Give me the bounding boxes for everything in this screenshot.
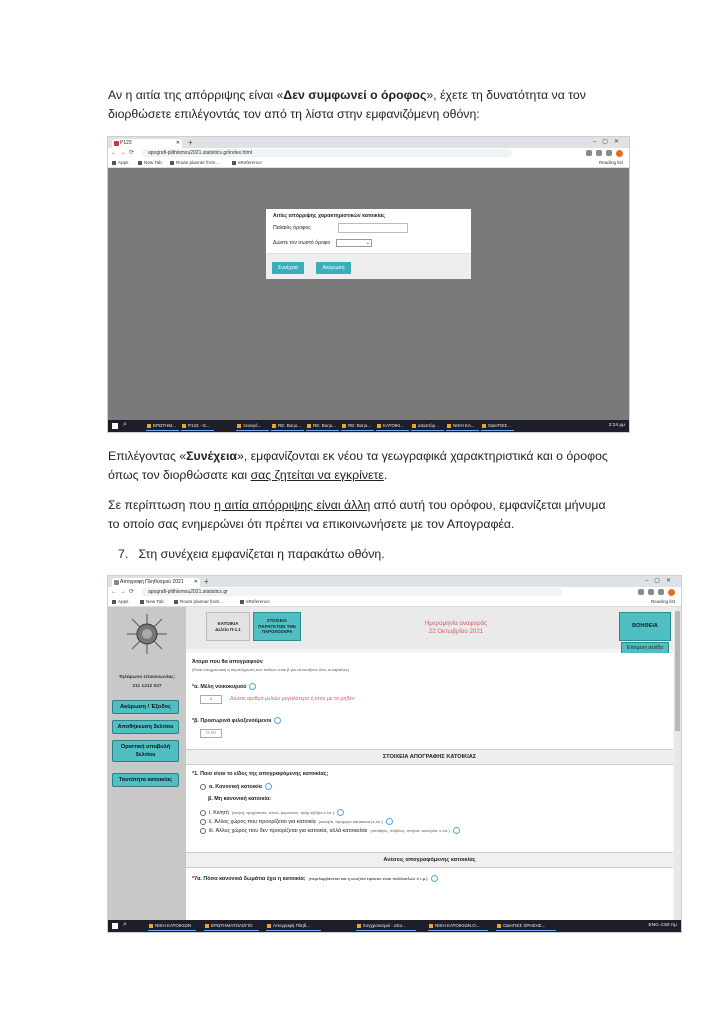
- para3-underlined: η αιτία απόρριψης είναι άλλη: [214, 498, 371, 512]
- window-controls[interactable]: –▢✕: [644, 578, 677, 584]
- info-icon[interactable]: [386, 818, 393, 825]
- screenshot-reject-dialog: [107, 136, 630, 433]
- correct-floor-label: Δώστε τον σωστό όροφο: [273, 240, 331, 246]
- bookmark-item[interactable]: [232, 158, 262, 167]
- q7a-label: 7α. Πόσα κανονικά δωμάτια έχει η κατοικία;: [194, 875, 306, 882]
- bookmark-label: New Tab: [144, 160, 162, 165]
- bookmark-label: Apps: [118, 599, 129, 604]
- q1-label: 1. Ποιο είναι το είδος της απογραφόμενης κατοικίας;: [194, 771, 329, 777]
- q1b-ii-note: (καλύβα, πρόχειρο κατασκευή κ.λπ.): [318, 818, 383, 824]
- guests-input[interactable]: 0-10: [200, 729, 222, 738]
- taskbar-item[interactable]: ΝΙΚΗ ΚΑ...: [446, 421, 479, 431]
- guests-question: *β. Προσωρινά φιλοξενούμενοι: [192, 717, 281, 724]
- info-icon[interactable]: [249, 683, 256, 690]
- browser-tab-bar: [108, 137, 629, 148]
- old-floor-input[interactable]: [338, 223, 408, 233]
- bookmark-item[interactable]: [138, 158, 162, 167]
- census-page: [108, 607, 681, 920]
- bookmark-item[interactable]: [240, 597, 270, 606]
- extension-icon[interactable]: [638, 589, 644, 595]
- app-icon: [357, 924, 361, 928]
- taskbar-item[interactable]: Απογραφή Πληθ...: [266, 921, 321, 931]
- browser-tab-bar: [108, 576, 681, 587]
- extension-icons: [638, 588, 675, 596]
- modal-overlay: [108, 168, 629, 420]
- radio-button[interactable]: [200, 819, 206, 825]
- bookmark-icon: [232, 161, 236, 165]
- q1b-i-option[interactable]: [200, 809, 344, 816]
- members-input[interactable]: 1: [200, 695, 222, 704]
- bookmark-item[interactable]: [112, 597, 128, 606]
- app-icon: [147, 424, 151, 428]
- taskbar-item[interactable]: ΟΔΗΓΙΕΣ...: [481, 421, 514, 431]
- taskbar-item[interactable]: RE: Βοηο...: [271, 421, 304, 431]
- tab-title: P123: [120, 140, 132, 146]
- old-floor-label: Παλαιός όροφος: [273, 225, 311, 231]
- taskbar-item[interactable]: ΝΙΚΗ ΚΑΤΟΙΚΙΩΝ: [148, 921, 196, 931]
- members-question: *α. Μέλη νοικοκυριού: [192, 683, 256, 690]
- q7a-note: (περιλαμβάνεται και η κουζίνα εφόσον είναι πολλαπλών 4 τ.μ.): [308, 875, 428, 881]
- app-icon: [149, 924, 153, 928]
- bookmark-item[interactable]: [170, 158, 219, 167]
- extension-icon[interactable]: [658, 589, 664, 595]
- app-icon: [412, 424, 416, 428]
- bookmarks-bar: [108, 158, 629, 168]
- bookmarks-bar: [108, 597, 681, 607]
- bookmark-item[interactable]: [112, 158, 128, 167]
- info-icon[interactable]: [265, 783, 272, 790]
- app-icon: [497, 924, 501, 928]
- q1b-iii-label: iii. Άλλος χώρος που δεν προορίζεται για κατοικία, αλλά κατοικείται: [209, 827, 368, 834]
- bookmark-label: Apps: [118, 160, 129, 165]
- extension-icon[interactable]: [606, 150, 612, 156]
- q1b-ii-option[interactable]: [200, 818, 393, 825]
- para2-underlined: σας ζητείται να εγκρίνετε: [250, 467, 384, 482]
- windows-taskbar: [108, 920, 681, 932]
- q1a-option[interactable]: [200, 783, 272, 790]
- extension-icon[interactable]: [586, 150, 592, 156]
- bookmark-label: New Tab: [146, 599, 164, 604]
- browser-tab[interactable]: [112, 578, 200, 587]
- taskbar-item[interactable]: αιτιαπόρ...: [411, 421, 444, 431]
- q1a-label: α. Κανονική κατοικία: [209, 783, 262, 790]
- main-content: [186, 607, 681, 920]
- members-error: Δώστε αριθμό μελών μεγαλύτερο ή ίσον με το μηδέν: [230, 696, 355, 702]
- nav-buttons-icon[interactable]: ←→⟳: [111, 589, 138, 595]
- reading-list[interactable]: Reading list: [650, 599, 675, 604]
- bookmark-label: eReference: [246, 599, 270, 604]
- bookmark-label: Route planner from...: [176, 160, 220, 165]
- extension-icons: [586, 149, 623, 157]
- other-reason-paragraph: [108, 496, 613, 533]
- info-icon[interactable]: [337, 809, 344, 816]
- nav-buttons-icon[interactable]: ←→⟳: [111, 150, 138, 156]
- q1b-i-label: i. Κινητή: [209, 809, 229, 816]
- phone-number: 211 1212 027: [132, 684, 162, 689]
- cancel-button[interactable]: Ακύρωση: [316, 262, 351, 274]
- para2-lead: Επιλέγοντας «: [108, 449, 187, 463]
- app-icon: [482, 424, 486, 428]
- taskbar-item[interactable]: RE: Βοηο...: [341, 421, 374, 431]
- tab-close-icon[interactable]: ✕: [193, 579, 198, 585]
- phone-label: Τηλέφωνο επικοινωνίας:: [118, 675, 176, 680]
- taskbar-item[interactable]: Ξεναγό...: [236, 421, 269, 431]
- members-label: α. Μέλη νοικοκυριού: [194, 683, 247, 690]
- help-button[interactable]: ΒΟΗΘΕΙΑ: [619, 612, 671, 641]
- windows-start-icon[interactable]: [112, 423, 118, 429]
- apps-icon: [112, 600, 116, 604]
- sidebar: [108, 607, 186, 920]
- q1b-iii-note: (αποθήκη, στάβλος, σπηλιά, εκκλησία, κ.λπ.): [370, 827, 450, 833]
- app-icon: [447, 424, 451, 428]
- section-dwelling-census: ΣΤΟΙΧΕΙΑ ΑΠΟΓΡΑΦΗΣ ΚΑΤΟΙΚΙΑΣ: [186, 749, 673, 765]
- intro-tail: », έχετε τη δυνατότητα να τον διορθώσετε επιλέγοντάς τον από τη λίστα στην εμφανιζόμενη οθόνη:: [108, 88, 586, 121]
- address-bar: [108, 148, 629, 158]
- step-number: 7.: [118, 547, 129, 561]
- para2-bold: Συνέχεια: [186, 449, 237, 463]
- taskbar-item[interactable]: Συγχρονισμοί - απο...: [356, 921, 416, 931]
- app-icon: [307, 424, 311, 428]
- floor-select[interactable]: [336, 239, 372, 247]
- windows-taskbar: [108, 420, 629, 432]
- next-page-button[interactable]: Επόμενη σελίδα: [621, 642, 669, 654]
- system-tray-clock[interactable]: 2:24 μμ: [608, 423, 625, 428]
- census-form: [186, 653, 673, 920]
- info-icon[interactable]: [453, 827, 460, 834]
- app-icon: [272, 424, 276, 428]
- step-7: [118, 545, 623, 564]
- profile-avatar[interactable]: [668, 589, 675, 596]
- save-form-button[interactable]: Αποθήκευση δελτίου: [112, 720, 179, 734]
- tab-title: Απογραφή Πληθυσμού 2021: [120, 579, 184, 585]
- address-bar: [108, 587, 681, 597]
- dwelling-tile-label: ΚΑΤΟΙΚΙΑ Δελτίο Π-1.1: [215, 621, 241, 632]
- section-amenities: Ανέσεις απογραφόμενης κατοικίας: [186, 852, 673, 868]
- radio-button[interactable]: [200, 828, 206, 834]
- form-header: [186, 607, 673, 649]
- para2-end: .: [383, 467, 388, 482]
- para3-tail: από αυτή του ορόφου, εμφανίζεται μήνυμα το οποίο σας ενημερώνει ότι πρέπει να επικοινωνήσετε με τον Απογραφέα.: [108, 498, 606, 531]
- tab-favicon-icon: [114, 141, 119, 146]
- taskbar-item[interactable]: ΝΙΚΗ ΚΑΤΟΙΚΙΩΝ.Ο...: [428, 921, 488, 931]
- q1b-i-note: (σκηνή, τροχόσπιτο, πλοίο, ρυμουλκό, τρόχι εξέδρα κ.λπ.): [231, 809, 335, 815]
- reject-reasons-dialog: [266, 209, 471, 279]
- q7a-question: *7α. Πόσα κανονικά δωμάτια έχει η κατοικία; (περιλαμβάνεται και η κουζίνα εφόσον είναι πολλαπλών 4 τ.μ.): [192, 875, 438, 882]
- tab-favicon-icon: [114, 580, 119, 585]
- chevron-down-icon: ⌄: [365, 240, 370, 246]
- bookmark-label: Route planner from...: [180, 599, 224, 604]
- url-field[interactable]: apografi-plithismou2021.statistics.gr: [142, 588, 562, 596]
- app-icon: [205, 924, 209, 928]
- screenshot-census-form: [107, 575, 682, 933]
- taskbar-item[interactable]: ΕΡΩΤΗΜ...: [146, 421, 179, 431]
- dialog-footer: [266, 253, 471, 279]
- info-tile[interactable]: [253, 612, 301, 641]
- para2-mid: », εμφανίζονται εκ νέου τα γεωγραφικά χαρακτηριστικά και ο όροφος όπως τον διορθώσατε και: [108, 449, 608, 482]
- url-field[interactable]: apografi-plithismou2021.statistics.gr/index.html: [142, 149, 512, 157]
- app-icon: [377, 424, 381, 428]
- info-icon[interactable]: [274, 717, 281, 724]
- bookmark-item[interactable]: [140, 597, 164, 606]
- reference-date-value: 22 Οκτωβρίου 2021: [428, 628, 484, 635]
- taskbar-item[interactable]: ΕΡΩΤΗΜΑΤΟΛΟΓΙΟ: [204, 921, 259, 931]
- bookmark-icon: [138, 161, 142, 165]
- taskbar-item[interactable]: ΚΑΤΟΙΚΙ...: [376, 421, 409, 431]
- windows-start-icon[interactable]: [112, 923, 118, 929]
- app-icon: [342, 424, 346, 428]
- radio-button[interactable]: [200, 810, 206, 816]
- extension-icon[interactable]: [596, 150, 602, 156]
- search-icon[interactable]: ⌕: [123, 421, 127, 428]
- extension-icon[interactable]: [648, 589, 654, 595]
- q1b-label: β. Μη κανονική κατοικία:: [208, 796, 272, 802]
- scrollbar-thumb[interactable]: [675, 611, 680, 731]
- app-icon: [429, 924, 433, 928]
- taskbar-item[interactable]: RE: Βοηο...: [306, 421, 339, 431]
- step-text: Στη συνέχεια εμφανίζεται η παρακάτω οθόνη.: [138, 547, 385, 561]
- final-submit-button[interactable]: Οριστική υποβολή δελτίου: [112, 740, 179, 762]
- continue-button[interactable]: Συνέχεια: [272, 262, 304, 274]
- system-tray-clock[interactable]: ENG 4:50 πμ: [648, 923, 677, 928]
- apps-icon: [112, 161, 116, 165]
- bookmark-icon: [174, 600, 178, 604]
- profile-avatar[interactable]: [616, 150, 623, 157]
- dwelling-id-button[interactable]: Ταυτότητα κατοικίας: [112, 773, 179, 787]
- reference-date: [386, 620, 526, 636]
- bookmark-label: eReference: [238, 160, 262, 165]
- taskbar-item[interactable]: P123 - G...: [181, 421, 214, 431]
- info-tile-label: ΣΤΟΙΧΕΙΑ ΠΑΡΑΓΚΤΩΝ ΤΗΝ ΠΑΡΟΧΟΣΚΡΑ: [258, 618, 296, 635]
- browser-tab[interactable]: [112, 139, 182, 148]
- persons-title: Άτομα που θα απογραφούν: [192, 659, 263, 665]
- reference-date-label: Ημερομηνία αναφοράς: [424, 620, 488, 627]
- q1b-iii-option[interactable]: [200, 827, 460, 834]
- radio-button[interactable]: [200, 784, 206, 790]
- bookmark-icon: [140, 600, 144, 604]
- persons-note: (Είναι υποχρεωτική η συμπλήρωση των πεδίων α και β για να ανοίξουν όλες οι καρτέλες): [192, 667, 349, 672]
- intro-reason: Δεν συμφωνεί ο όροφος: [283, 88, 427, 102]
- page-scrollbar[interactable]: [674, 607, 681, 920]
- statistics-emblem-icon: [126, 613, 168, 655]
- new-tab-icon[interactable]: +: [204, 577, 209, 586]
- intro-lead: Αν η αιτία της απόρριψης είναι «: [108, 88, 284, 102]
- intro-paragraph: [108, 86, 613, 123]
- tab-close-icon[interactable]: ✕: [175, 140, 180, 146]
- dialog-title: Αιτίες απόρριψης χαρακτηριστικών κατοικίας: [273, 213, 386, 219]
- continue-paragraph: [108, 447, 613, 484]
- q1b-ii-label: ii. Άλλος χώρος που προορίζεται για κατοικία: [209, 818, 316, 825]
- para3-lead: Σε περίπτωση που: [108, 498, 215, 512]
- app-icon: [237, 424, 241, 428]
- bookmark-item[interactable]: [174, 597, 223, 606]
- cancel-exit-button[interactable]: Ακύρωση / Έξοδος: [112, 700, 179, 714]
- info-icon[interactable]: [431, 875, 438, 882]
- new-tab-icon[interactable]: +: [188, 138, 193, 147]
- taskbar-item[interactable]: ΟΔΗΓΙΕΣ ΧΡΗΣΗΣ...: [496, 921, 556, 931]
- q1-question: *1. Ποιο είναι το είδος της απογραφόμενης κατοικίας;: [192, 771, 329, 777]
- dwelling-tile[interactable]: [206, 612, 250, 641]
- window-controls[interactable]: –▢✕: [592, 139, 625, 145]
- search-icon[interactable]: ⌕: [123, 921, 127, 928]
- reading-list[interactable]: Reading list: [598, 160, 623, 165]
- bookmark-icon: [240, 600, 244, 604]
- bookmark-icon: [170, 161, 174, 165]
- app-icon: [182, 424, 186, 428]
- app-icon: [267, 924, 271, 928]
- guests-label: β. Προσωρινά φιλοξενούμενοι: [194, 717, 272, 724]
